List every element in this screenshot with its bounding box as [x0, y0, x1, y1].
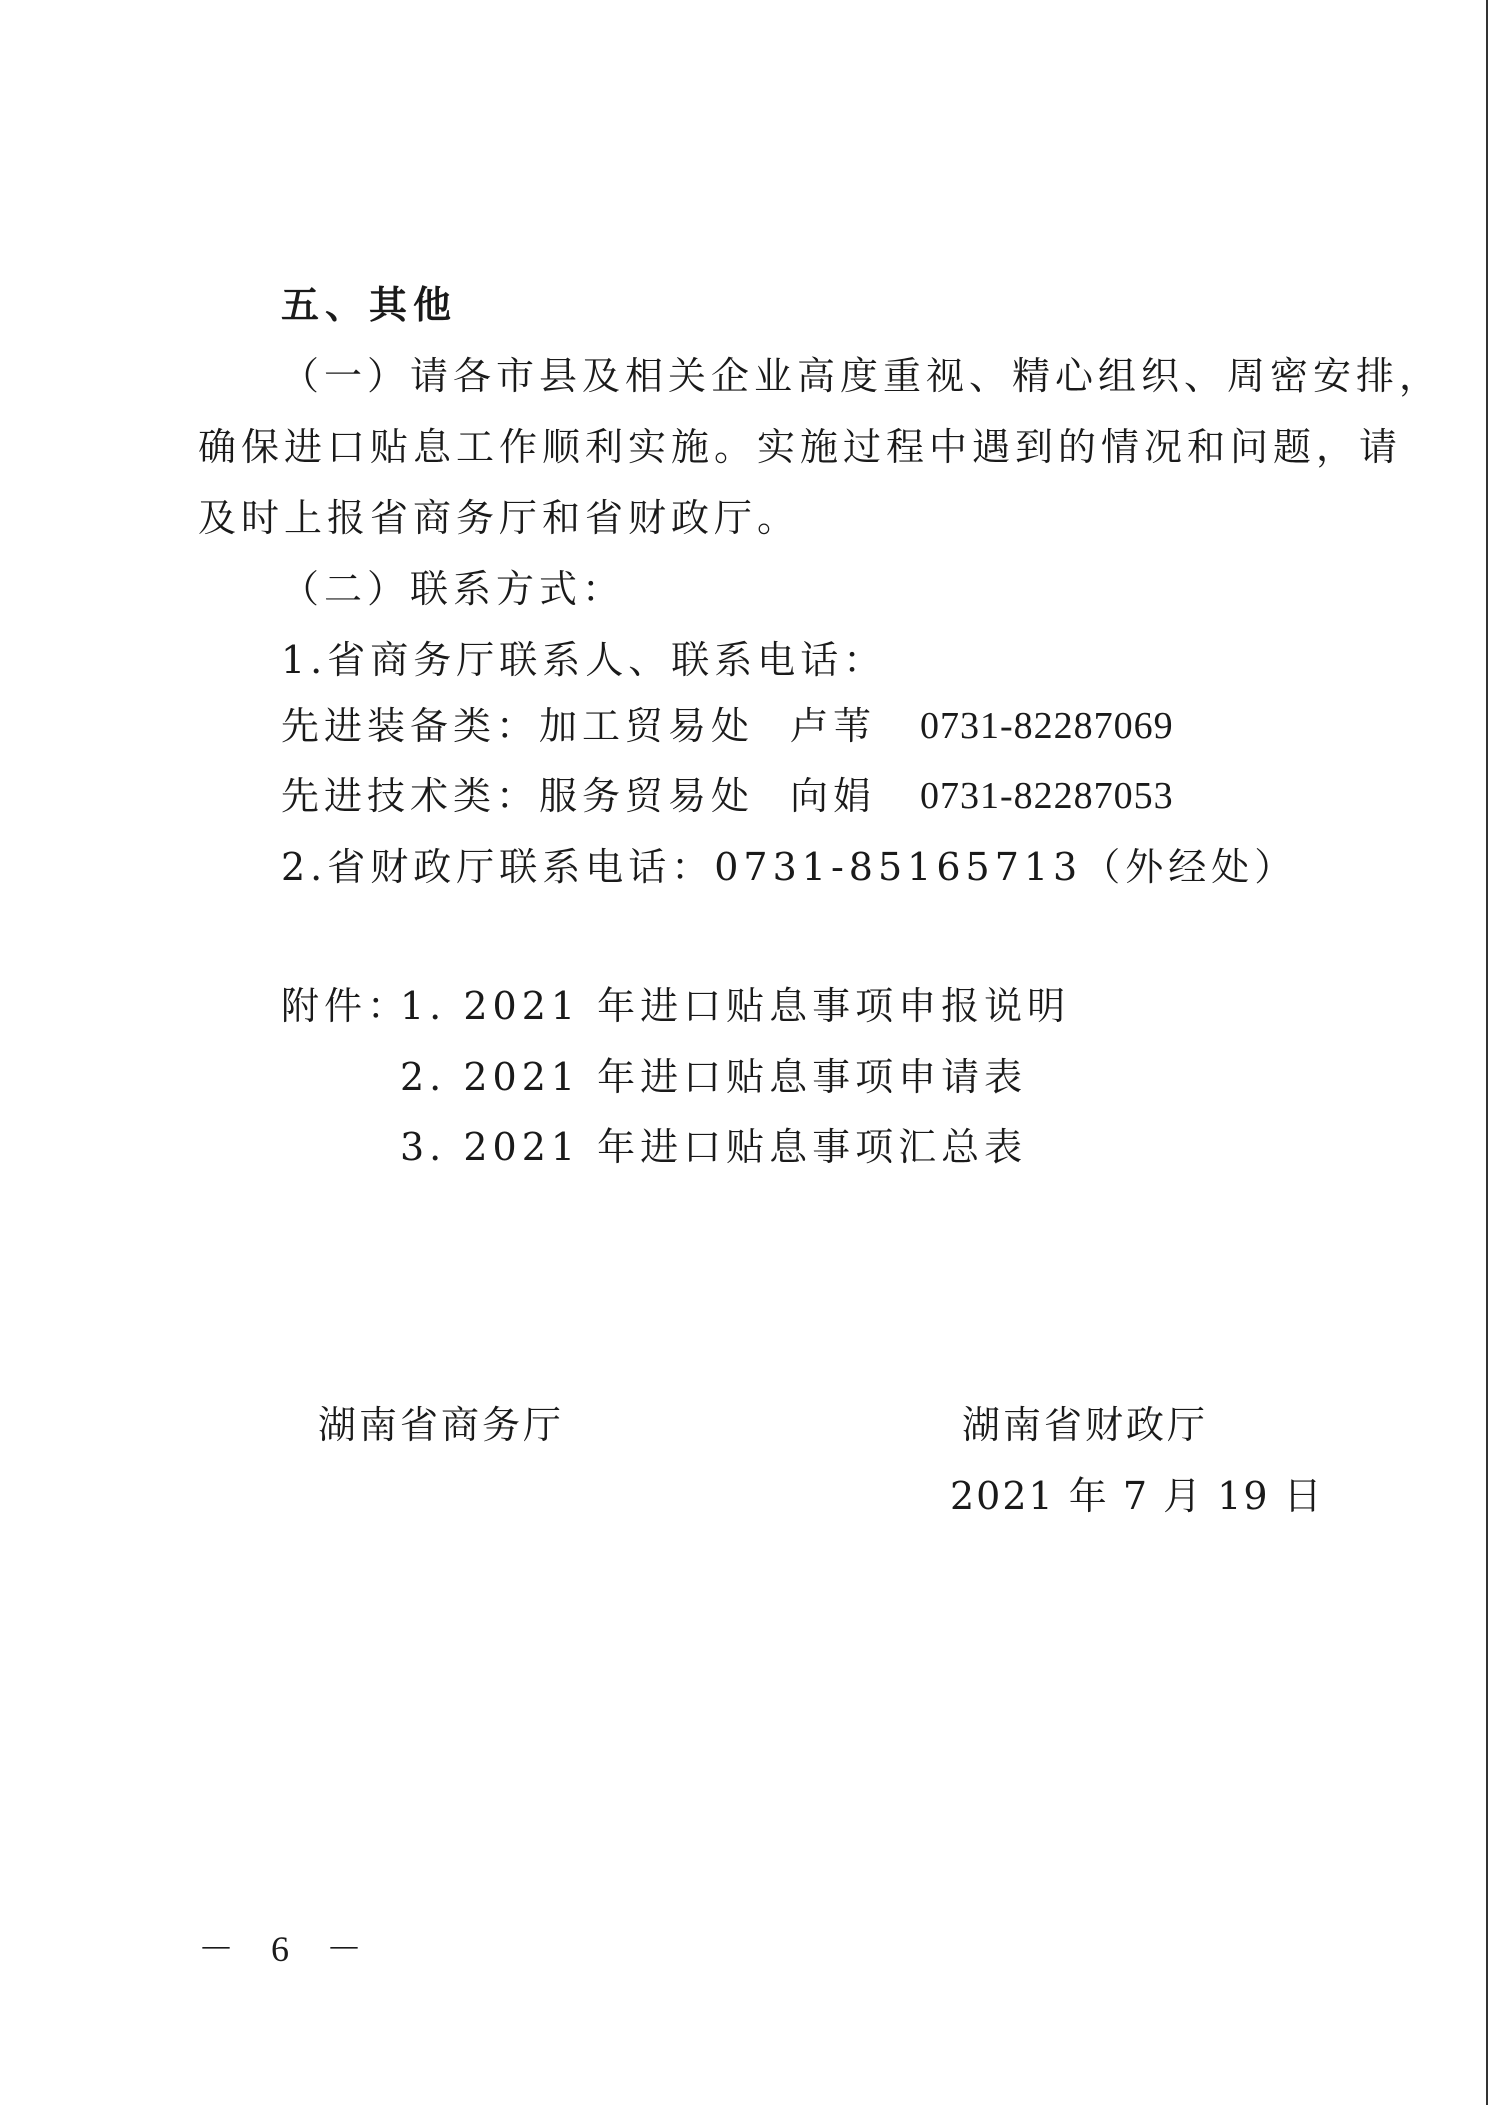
attachment-item-2: 2. 2021 年进口贴息事项申请表	[400, 1055, 1028, 1099]
contact-office: 服务贸易处	[539, 774, 755, 818]
commerce-contact-heading: 1.省商务厅联系人、联系电话：	[281, 638, 887, 682]
paragraph-line-3: 及时上报省商务厅和省财政厅。	[198, 496, 801, 540]
signature-commerce-dept: 湖南省商务厅	[318, 1403, 565, 1447]
attachments-label: 附件：	[281, 984, 411, 1028]
contact-category: 先进装备类：	[281, 704, 540, 748]
contact-row-technology	[281, 772, 876, 820]
contact-office: 加工贸易处	[539, 704, 755, 748]
contact-heading: （二）联系方式：	[281, 567, 626, 611]
attachment-item-3: 3. 2021 年进口贴息事项汇总表	[400, 1125, 1028, 1169]
page-number: － 6 －	[198, 1929, 377, 1969]
contact-phone-equipment: 0731-82287069	[920, 705, 1174, 747]
paragraph-line-2: 确保进口贴息工作顺利实施。实施过程中遇到的情况和问题，请	[198, 425, 1403, 469]
contact-phone-technology: 0731-82287053	[920, 775, 1174, 817]
attachment-item-1: 1. 2021 年进口贴息事项申报说明	[400, 984, 1071, 1028]
contact-person: 卢苇	[790, 704, 877, 748]
finance-contact: 2.省财政厅联系电话：0731-85165713（外经处）	[281, 845, 1298, 889]
paragraph-line-1: （一）请各市县及相关企业高度重视、精心组织、周密安排，	[281, 354, 1443, 398]
contact-category: 先进技术类：	[281, 774, 540, 818]
contact-row-equipment	[281, 702, 876, 750]
signature-finance-dept: 湖南省财政厅	[962, 1403, 1209, 1447]
signature-date: 2021 年 7 月 19 日	[950, 1474, 1324, 1518]
section-heading: 五、其他	[281, 282, 458, 327]
contact-person: 向娟	[790, 774, 877, 818]
